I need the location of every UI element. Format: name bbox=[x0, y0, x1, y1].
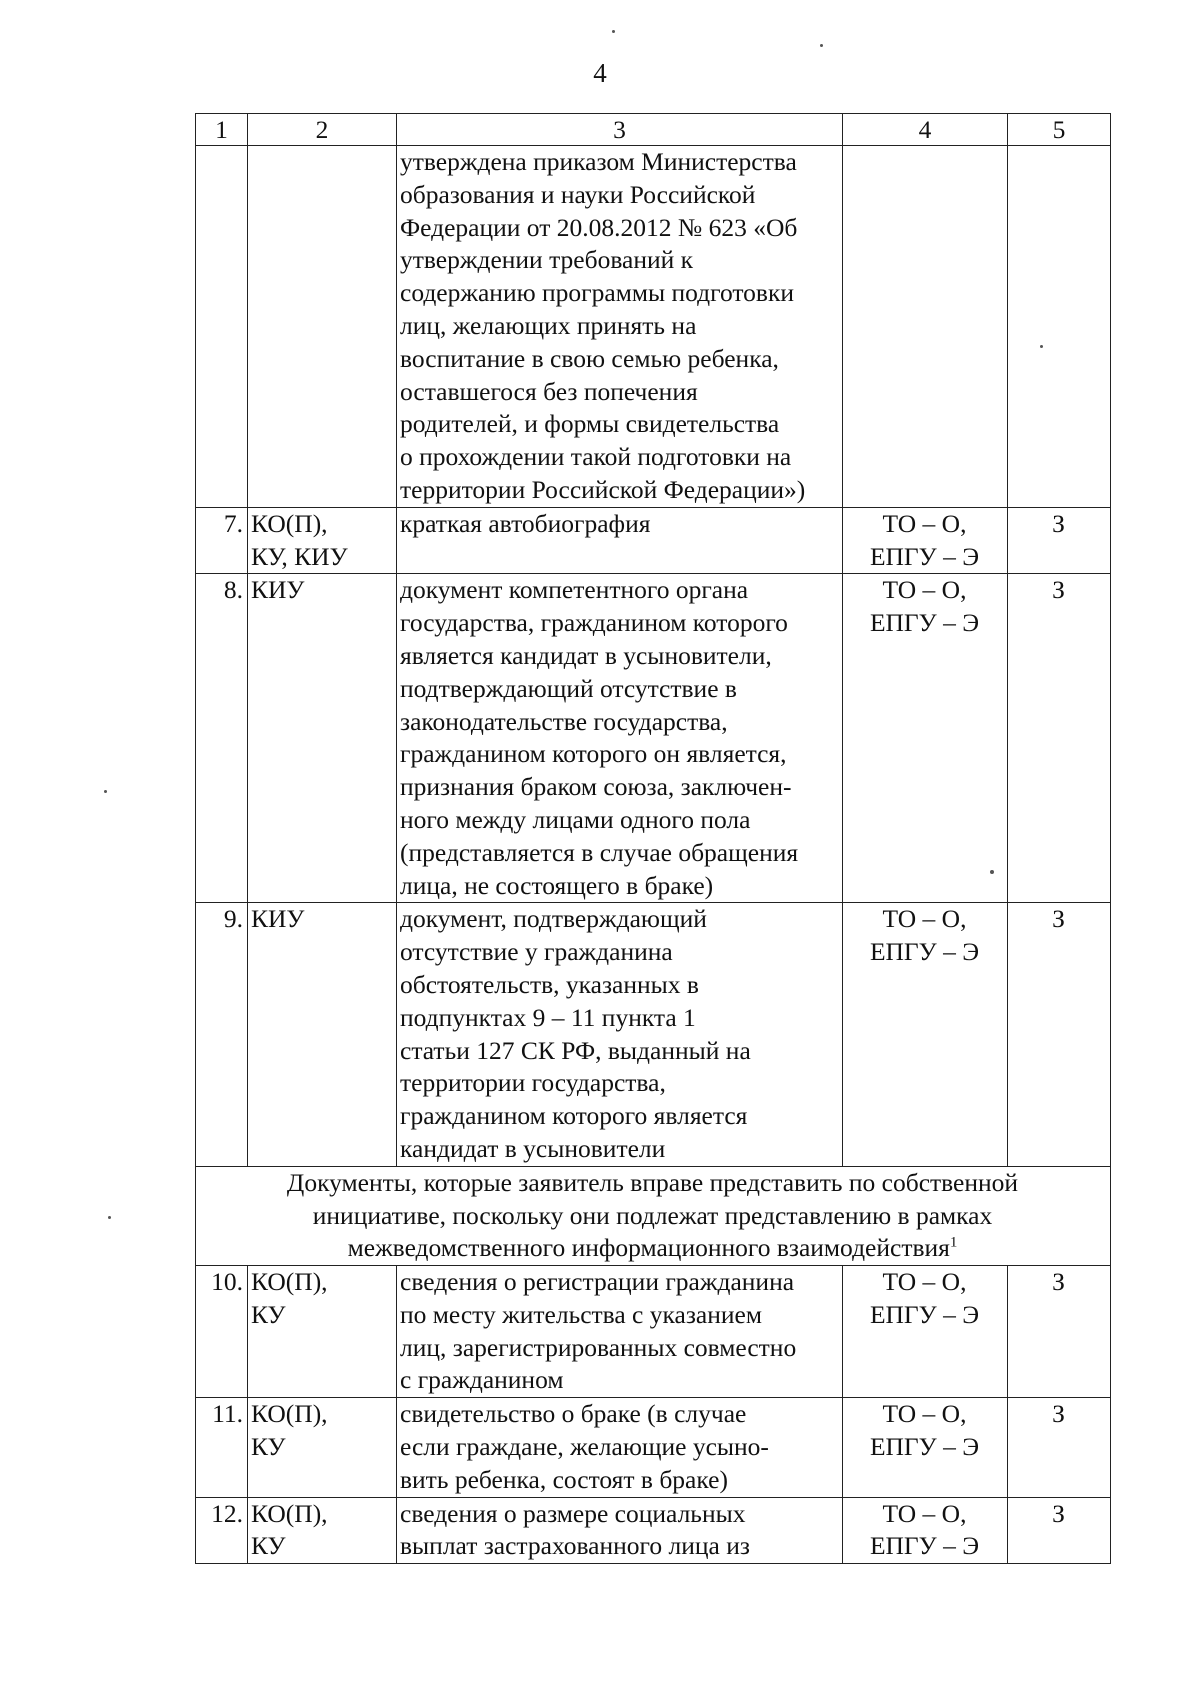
table-row bbox=[196, 1497, 1111, 1564]
section-row bbox=[196, 1166, 1111, 1265]
row-description: документ компетентного органа государства, гражданином которого является кандидат в усыновители, подтверждающий отсутствие в законодательстве государства, гражданином которого он является, признания браком союза, заключен- ного между лицами одного пола (представляется в случае обращения лица, не состоящего в браке) bbox=[397, 574, 843, 903]
row-col5: З bbox=[1008, 507, 1111, 574]
row-applicant: КО(П), КУ bbox=[248, 1497, 397, 1564]
row-col5: З bbox=[1008, 903, 1111, 1166]
row-number: 8. bbox=[196, 574, 248, 903]
header-cell-3: 3 bbox=[397, 114, 843, 146]
section-heading-text: Документы, которые заявитель вправе представить по собственной инициативе, поскольку они подлежат представлению в рамках межведомственного информационного взаимодействия bbox=[286, 1167, 1019, 1263]
row-number bbox=[196, 146, 248, 508]
scan-speck bbox=[820, 44, 823, 47]
row-col5: З bbox=[1008, 1398, 1111, 1497]
row-col5: З bbox=[1008, 574, 1111, 903]
row-description: сведения о регистрации гражданина по месту жительства с указанием лиц, зарегистрированных совместно с гражданином bbox=[397, 1266, 843, 1398]
row-applicant: КИУ bbox=[248, 903, 397, 1166]
table-row bbox=[196, 507, 1111, 574]
row-description: краткая автобиография bbox=[397, 507, 843, 574]
row-number: 10. bbox=[196, 1266, 248, 1398]
row-number: 7. bbox=[196, 507, 248, 574]
row-applicant: КО(П), КУ bbox=[248, 1266, 397, 1398]
table-row bbox=[196, 1266, 1111, 1398]
scan-speck bbox=[1040, 345, 1043, 348]
row-form: ТО – О, ЕПГУ – Э bbox=[843, 1398, 1008, 1497]
row-form: ТО – О, ЕПГУ – Э bbox=[843, 1266, 1008, 1398]
row-description: сведения о размере социальных выплат застрахованного лица из bbox=[397, 1497, 843, 1564]
row-description: утверждена приказом Министерства образования и науки Российской Федерации от 20.08.2012 № 623 «Об утверждении требований к содержанию программы подготовки лиц, желающих принять на воспитание в свою семью ребенка, оставшегося без попечения родителей, и формы свидетельства о прохождении такой подготовки на территории Российской Федерации») bbox=[397, 146, 843, 508]
row-col5: З bbox=[1008, 1266, 1111, 1398]
row-applicant bbox=[248, 146, 397, 508]
row-form bbox=[843, 146, 1008, 508]
footnote-mark: 1 bbox=[949, 1234, 958, 1251]
scan-speck bbox=[612, 30, 615, 33]
header-cell-5: 5 bbox=[1008, 114, 1111, 146]
row-form: ТО – О, ЕПГУ – Э bbox=[843, 903, 1008, 1166]
row-form: ТО – О, ЕПГУ – Э bbox=[843, 1497, 1008, 1564]
row-number: 11. bbox=[196, 1398, 248, 1497]
document-table bbox=[195, 113, 1111, 1564]
table-row bbox=[196, 146, 1111, 508]
row-number: 12. bbox=[196, 1497, 248, 1564]
row-applicant: КО(П), КУ, КИУ bbox=[248, 507, 397, 574]
row-col5: З bbox=[1008, 1497, 1111, 1564]
section-heading bbox=[196, 1166, 1111, 1265]
row-description: документ, подтверждающий отсутствие у гражданина обстоятельств, указанных в подпунктах 9 – 11 пункта 1 статьи 127 СК РФ, выданный на территории государства, гражданином которого является кандидат в усыновители bbox=[397, 903, 843, 1166]
header-row bbox=[196, 114, 1111, 146]
header-cell-1: 1 bbox=[196, 114, 248, 146]
header-cell-2: 2 bbox=[248, 114, 397, 146]
table-row bbox=[196, 1398, 1111, 1497]
row-number: 9. bbox=[196, 903, 248, 1166]
row-col5 bbox=[1008, 146, 1111, 508]
scan-speck bbox=[990, 870, 994, 874]
row-description: свидетельство о браке (в случае если граждане, желающие усыно- вить ребенка, состоят в браке) bbox=[397, 1398, 843, 1497]
header-cell-4: 4 bbox=[843, 114, 1008, 146]
scan-speck bbox=[104, 790, 107, 793]
scan-speck bbox=[108, 1216, 111, 1219]
row-form: ТО – О, ЕПГУ – Э bbox=[843, 507, 1008, 574]
row-applicant: КИУ bbox=[248, 574, 397, 903]
table-row bbox=[196, 903, 1111, 1166]
table-row bbox=[196, 574, 1111, 903]
row-applicant: КО(П), КУ bbox=[248, 1398, 397, 1497]
page-number: 4 bbox=[593, 58, 607, 88]
row-form: ТО – О, ЕПГУ – Э bbox=[843, 574, 1008, 903]
